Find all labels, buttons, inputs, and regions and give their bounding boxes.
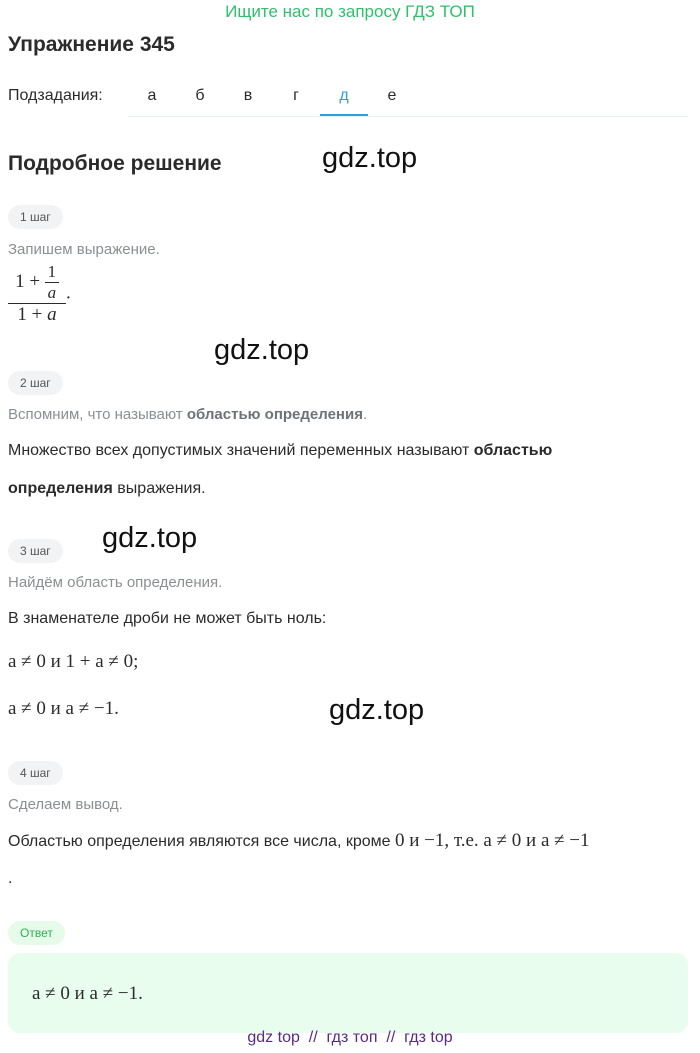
step-4-hint: Сделаем вывод. xyxy=(8,796,123,813)
step-4-trail: . xyxy=(8,870,13,887)
step-4-text: Областью определения являются все числа, кроме 0 и −1, т.е. a ≠ 0 и a ≠ −1 xyxy=(8,830,590,851)
step-2-badge: 2 шаг xyxy=(8,371,63,395)
tab-a[interactable]: а xyxy=(147,87,157,104)
watermark: gdz.top xyxy=(329,694,425,726)
section-title: Подробное решение xyxy=(8,152,222,175)
step-1-hint: Запишем выражение. xyxy=(8,241,160,258)
tab-g[interactable]: г xyxy=(293,87,299,104)
subtask-tabs xyxy=(128,80,688,117)
step-3-line-1: a ≠ 0 и 1 + a ≠ 0; xyxy=(8,651,139,672)
step-3-line-2: a ≠ 0 и a ≠ −1. xyxy=(8,698,119,719)
subtasks-label: Подзадания: xyxy=(8,87,103,104)
watermark: gdz.top xyxy=(322,142,418,174)
watermark: gdz.top xyxy=(102,522,198,554)
watermark: gdz.top xyxy=(214,334,310,366)
tab-e[interactable]: е xyxy=(387,87,397,104)
step-2-text: Множество всех допустимых значений переменных называют областью определения выражения. xyxy=(8,442,553,497)
step-1-expression: 1 + $\frac{1}{a}$ 1 + a . xyxy=(8,262,71,326)
footer-links: gdz top // гдз топ // гдз top xyxy=(247,1029,453,1046)
step-1-badge: 1 шаг xyxy=(8,205,63,229)
step-3-text: В знаменателе дроби не может быть ноль: xyxy=(8,610,327,627)
answer-badge: Ответ xyxy=(8,921,65,945)
step-4-badge: 4 шаг xyxy=(8,761,63,785)
step-3-hint: Найдём область определения. xyxy=(8,574,223,591)
tab-v[interactable]: в xyxy=(243,87,253,104)
page-title: Упражнение 345 xyxy=(8,33,175,56)
answer-text: a ≠ 0 и a ≠ −1. xyxy=(32,983,143,1004)
tab-d[interactable]: д xyxy=(320,80,368,116)
search-banner: Ищите нас по запросу ГДЗ ТОП xyxy=(225,2,475,21)
step-2-hint: Вспомним, что называют областью определения. xyxy=(8,406,368,423)
tab-b[interactable]: б xyxy=(195,87,205,104)
step-3-badge: 3 шаг xyxy=(8,539,63,563)
